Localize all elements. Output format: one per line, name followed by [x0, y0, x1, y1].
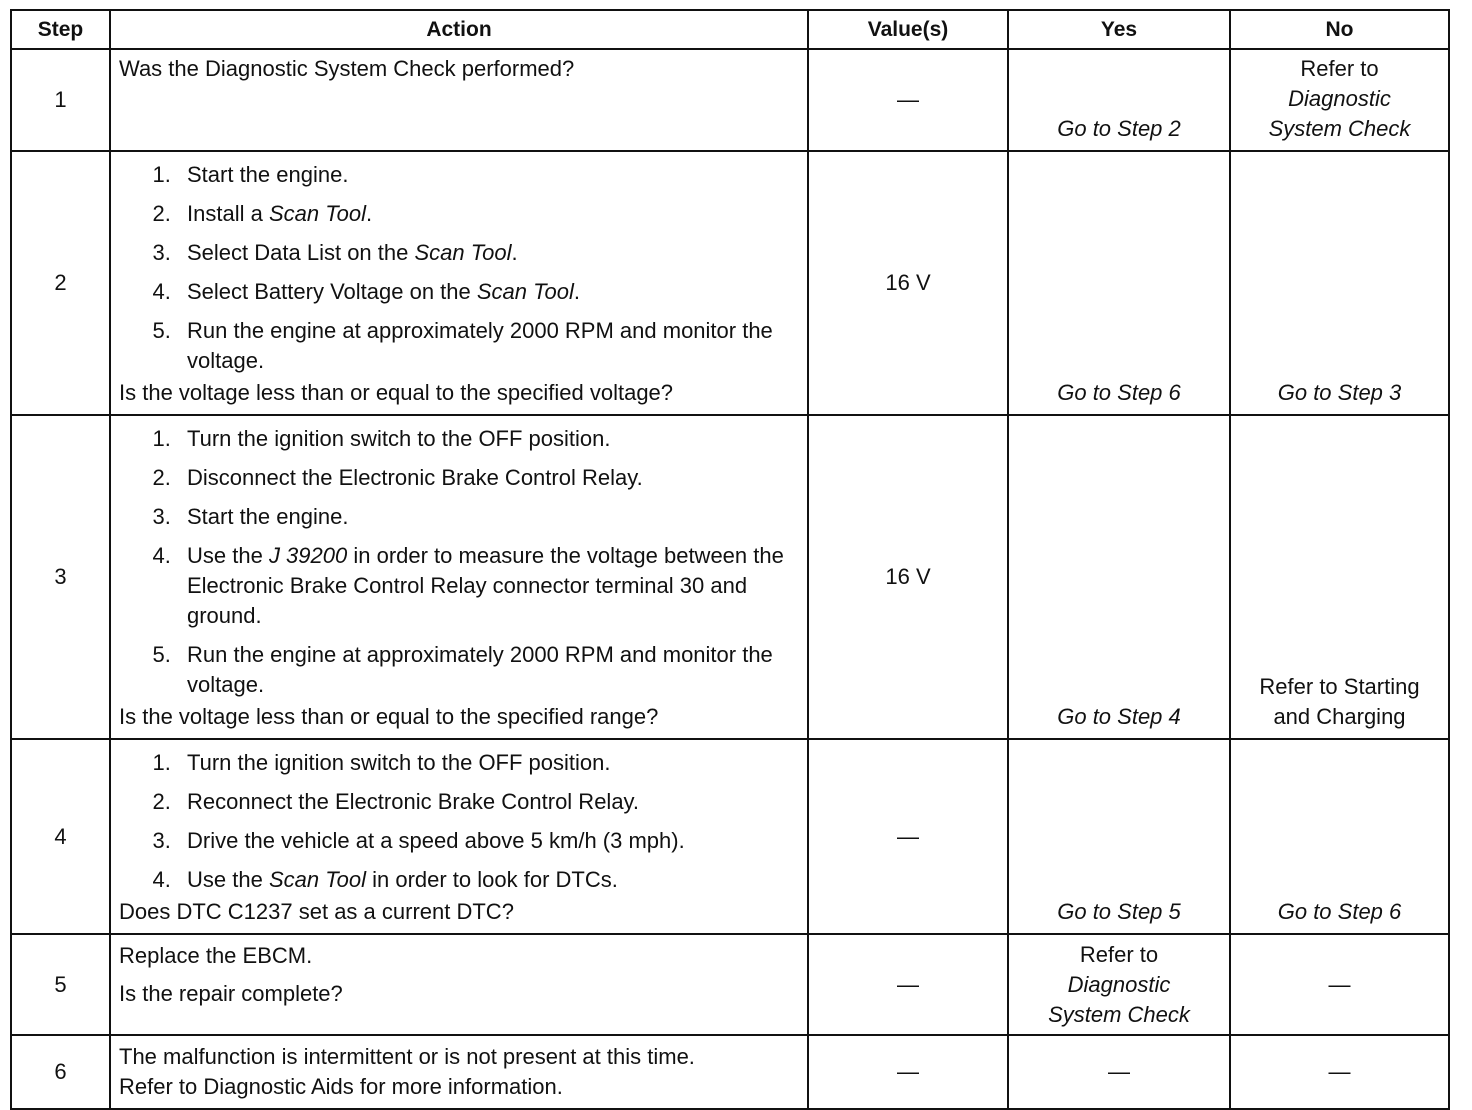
- table-row: [11, 739, 1449, 934]
- action-question: The malfunction is intermittent or is not present at this time. Refer to Diagnostic Aids for more information.: [119, 1044, 695, 1099]
- yes-cell: —: [1008, 1035, 1230, 1109]
- header-row: [11, 10, 1449, 49]
- step-number: 1: [11, 49, 110, 151]
- no-cell: [1230, 49, 1449, 151]
- action-step: 5. Run the engine at approximately 2000 RPM and monitor the voltage.: [177, 316, 799, 376]
- value-cell: 16 V: [808, 151, 1008, 415]
- value-cell: —: [808, 49, 1008, 151]
- action-step: 4. Use the J 39200 in order to measure the voltage between the Electronic Brake Control Relay connector terminal 30 and ground.: [177, 541, 799, 631]
- action-steps-list: [119, 156, 799, 376]
- header-value: Value(s): [808, 10, 1008, 49]
- action-cell: [110, 739, 808, 934]
- yes-cell: Go to Step 5: [1008, 739, 1230, 934]
- value-cell: —: [808, 739, 1008, 934]
- value-cell: —: [808, 1035, 1008, 1109]
- header-yes: Yes: [1008, 10, 1230, 49]
- action-step: 1. Start the engine.: [177, 160, 799, 190]
- action-cell: [110, 49, 808, 151]
- table-row: [11, 934, 1449, 1035]
- action-step: 2. Reconnect the Electronic Brake Control Relay.: [177, 787, 799, 817]
- action-step: 1. Turn the ignition switch to the OFF position.: [177, 424, 799, 454]
- no-cell: Go to Step 3: [1230, 151, 1449, 415]
- yes-cell: Go to Step 4: [1008, 415, 1230, 739]
- header-step: Step: [11, 10, 110, 49]
- action-cell: [110, 151, 808, 415]
- step-number: 3: [11, 415, 110, 739]
- step-number: 6: [11, 1035, 110, 1109]
- action-steps-list: [119, 744, 799, 895]
- table-row: [11, 49, 1449, 151]
- action-step: 4. Select Battery Voltage on the Scan Tool.: [177, 277, 799, 307]
- value-cell: —: [808, 934, 1008, 1035]
- step-number: 4: [11, 739, 110, 934]
- action-steps-list: [119, 420, 799, 700]
- yes-refer-target: Diagnostic System Check: [1048, 971, 1190, 1027]
- table-row: [11, 151, 1449, 415]
- no-refer-prefix: Refer to: [1300, 56, 1379, 81]
- action-question: Is the repair complete?: [119, 981, 343, 1006]
- no-cell: Refer to Starting and Charging: [1230, 415, 1449, 739]
- action-instruction: Replace the EBCM.: [119, 943, 313, 968]
- action-step: 3. Start the engine.: [177, 502, 799, 532]
- action-cell: [110, 1035, 808, 1109]
- action-step: 4. Use the Scan Tool in order to look for DTCs.: [177, 865, 799, 895]
- header-no: No: [1230, 10, 1449, 49]
- diagnostic-table: [10, 9, 1450, 1110]
- no-cell: —: [1230, 934, 1449, 1035]
- action-question: Does DTC C1237 set as a current DTC?: [119, 899, 514, 924]
- value-cell: 16 V: [808, 415, 1008, 739]
- yes-cell: [1008, 934, 1230, 1035]
- action-question: Is the voltage less than or equal to the specified range?: [119, 704, 659, 729]
- table-row: [11, 415, 1449, 739]
- action-step: 2. Disconnect the Electronic Brake Control Relay.: [177, 463, 799, 493]
- yes-cell: Go to Step 2: [1008, 49, 1230, 151]
- no-cell: Go to Step 6: [1230, 739, 1449, 934]
- action-step: 3. Select Data List on the Scan Tool.: [177, 238, 799, 268]
- yes-cell: Go to Step 6: [1008, 151, 1230, 415]
- header-action: Action: [110, 10, 808, 49]
- table-row: [11, 1035, 1449, 1109]
- action-step: 3. Drive the vehicle at a speed above 5 km/h (3 mph).: [177, 826, 799, 856]
- action-question: Is the voltage less than or equal to the specified voltage?: [119, 380, 674, 405]
- no-cell: —: [1230, 1035, 1449, 1109]
- action-step: 5. Run the engine at approximately 2000 RPM and monitor the voltage.: [177, 640, 799, 700]
- action-step: 2. Install a Scan Tool.: [177, 199, 799, 229]
- no-refer-target: Diagnostic System Check: [1268, 86, 1411, 141]
- action-cell: [110, 934, 808, 1035]
- action-step: 1. Turn the ignition switch to the OFF position.: [177, 748, 799, 778]
- step-number: 2: [11, 151, 110, 415]
- action-question: Was the Diagnostic System Check performed?: [119, 56, 575, 81]
- yes-refer-prefix: Refer to: [1079, 941, 1159, 967]
- step-number: 5: [11, 934, 110, 1035]
- action-cell: [110, 415, 808, 739]
